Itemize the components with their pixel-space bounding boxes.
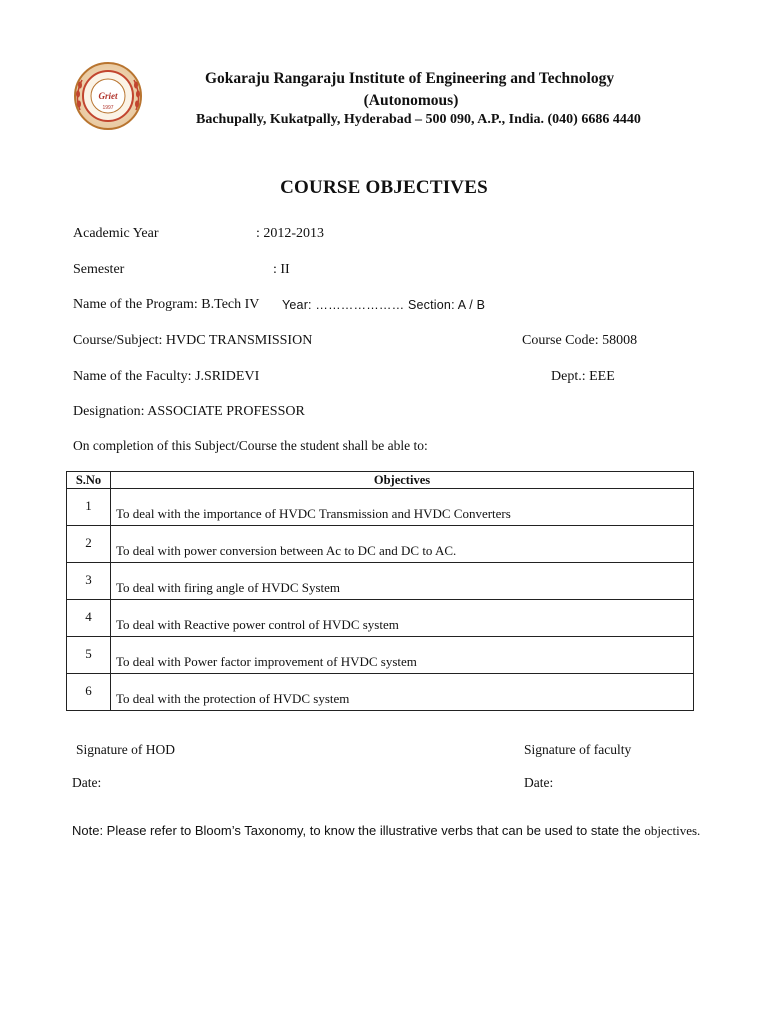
row-objective: To deal with the importance of HVDC Transmission and HVDC Converters	[111, 489, 694, 526]
hod-date: Date:	[72, 775, 102, 790]
row-sno: 6	[67, 674, 111, 711]
row-objective: To deal with power conversion between Ac to DC and DC to AC.	[111, 526, 694, 563]
table-row	[67, 637, 694, 674]
row-objective: To deal with Power factor improvement of HVDC system	[111, 637, 694, 674]
institute-name: Gokaraju Rangaraju Institute of Engineering and Technology	[205, 70, 615, 87]
academic-year-label: Academic Year	[73, 226, 159, 241]
program-year-section: Year: ………………… Section: A / B	[282, 298, 486, 312]
row-sno: 5	[67, 637, 111, 674]
table-row	[67, 489, 694, 526]
row-sno: 3	[67, 563, 111, 600]
faculty-signature: Signature of faculty	[524, 742, 632, 757]
semester-value: : II	[273, 262, 290, 277]
note-end: objectives.	[644, 823, 701, 838]
note	[72, 823, 700, 839]
row-sno: 1	[67, 489, 111, 526]
designation: Designation: ASSOCIATE PROFESSOR	[73, 404, 305, 419]
course-code: Course Code: 58008	[522, 333, 638, 348]
table-row	[67, 526, 694, 563]
faculty-name: Name of the Faculty: J.SRIDEVI	[73, 369, 260, 384]
row-objective: To deal with the protection of HVDC system	[111, 674, 694, 711]
academic-year-value: : 2012-2013	[256, 226, 325, 241]
note-text: Note: Please refer to Bloom’s Taxonomy, to know the illustrative verbs that can be used to state the	[72, 823, 641, 838]
logo-year: 1997	[102, 105, 114, 111]
table-row	[67, 674, 694, 711]
program-label: Name of the Program: B.Tech IV	[73, 297, 260, 312]
row-objective: To deal with Reactive power control of HVDC system	[111, 600, 694, 637]
page-title: COURSE OBJECTIVES	[280, 177, 488, 198]
row-sno: 2	[67, 526, 111, 563]
course-subject: Course/Subject: HVDC TRANSMISSION	[73, 333, 313, 348]
header-sno: S.No	[67, 472, 111, 489]
logo-wordmark: Griet	[98, 91, 118, 101]
table-row	[67, 563, 694, 600]
intro-text: On completion of this Subject/Course the student shall be able to:	[73, 438, 428, 453]
department: Dept.: EEE	[551, 369, 615, 384]
row-objective: To deal with firing angle of HVDC System	[111, 563, 694, 600]
table-row	[67, 600, 694, 637]
objectives-table	[66, 471, 694, 711]
institute-address: Bachupally, Kukatpally, Hyderabad – 500 090, A.P., India. (040) 6686 4440	[196, 112, 641, 127]
faculty-date: Date:	[524, 775, 554, 790]
institute-status: (Autonomous)	[363, 92, 459, 109]
semester-label: Semester	[73, 262, 125, 277]
header-objectives: Objectives	[111, 472, 694, 489]
row-sno: 4	[67, 600, 111, 637]
hod-signature: Signature of HOD	[76, 742, 175, 757]
